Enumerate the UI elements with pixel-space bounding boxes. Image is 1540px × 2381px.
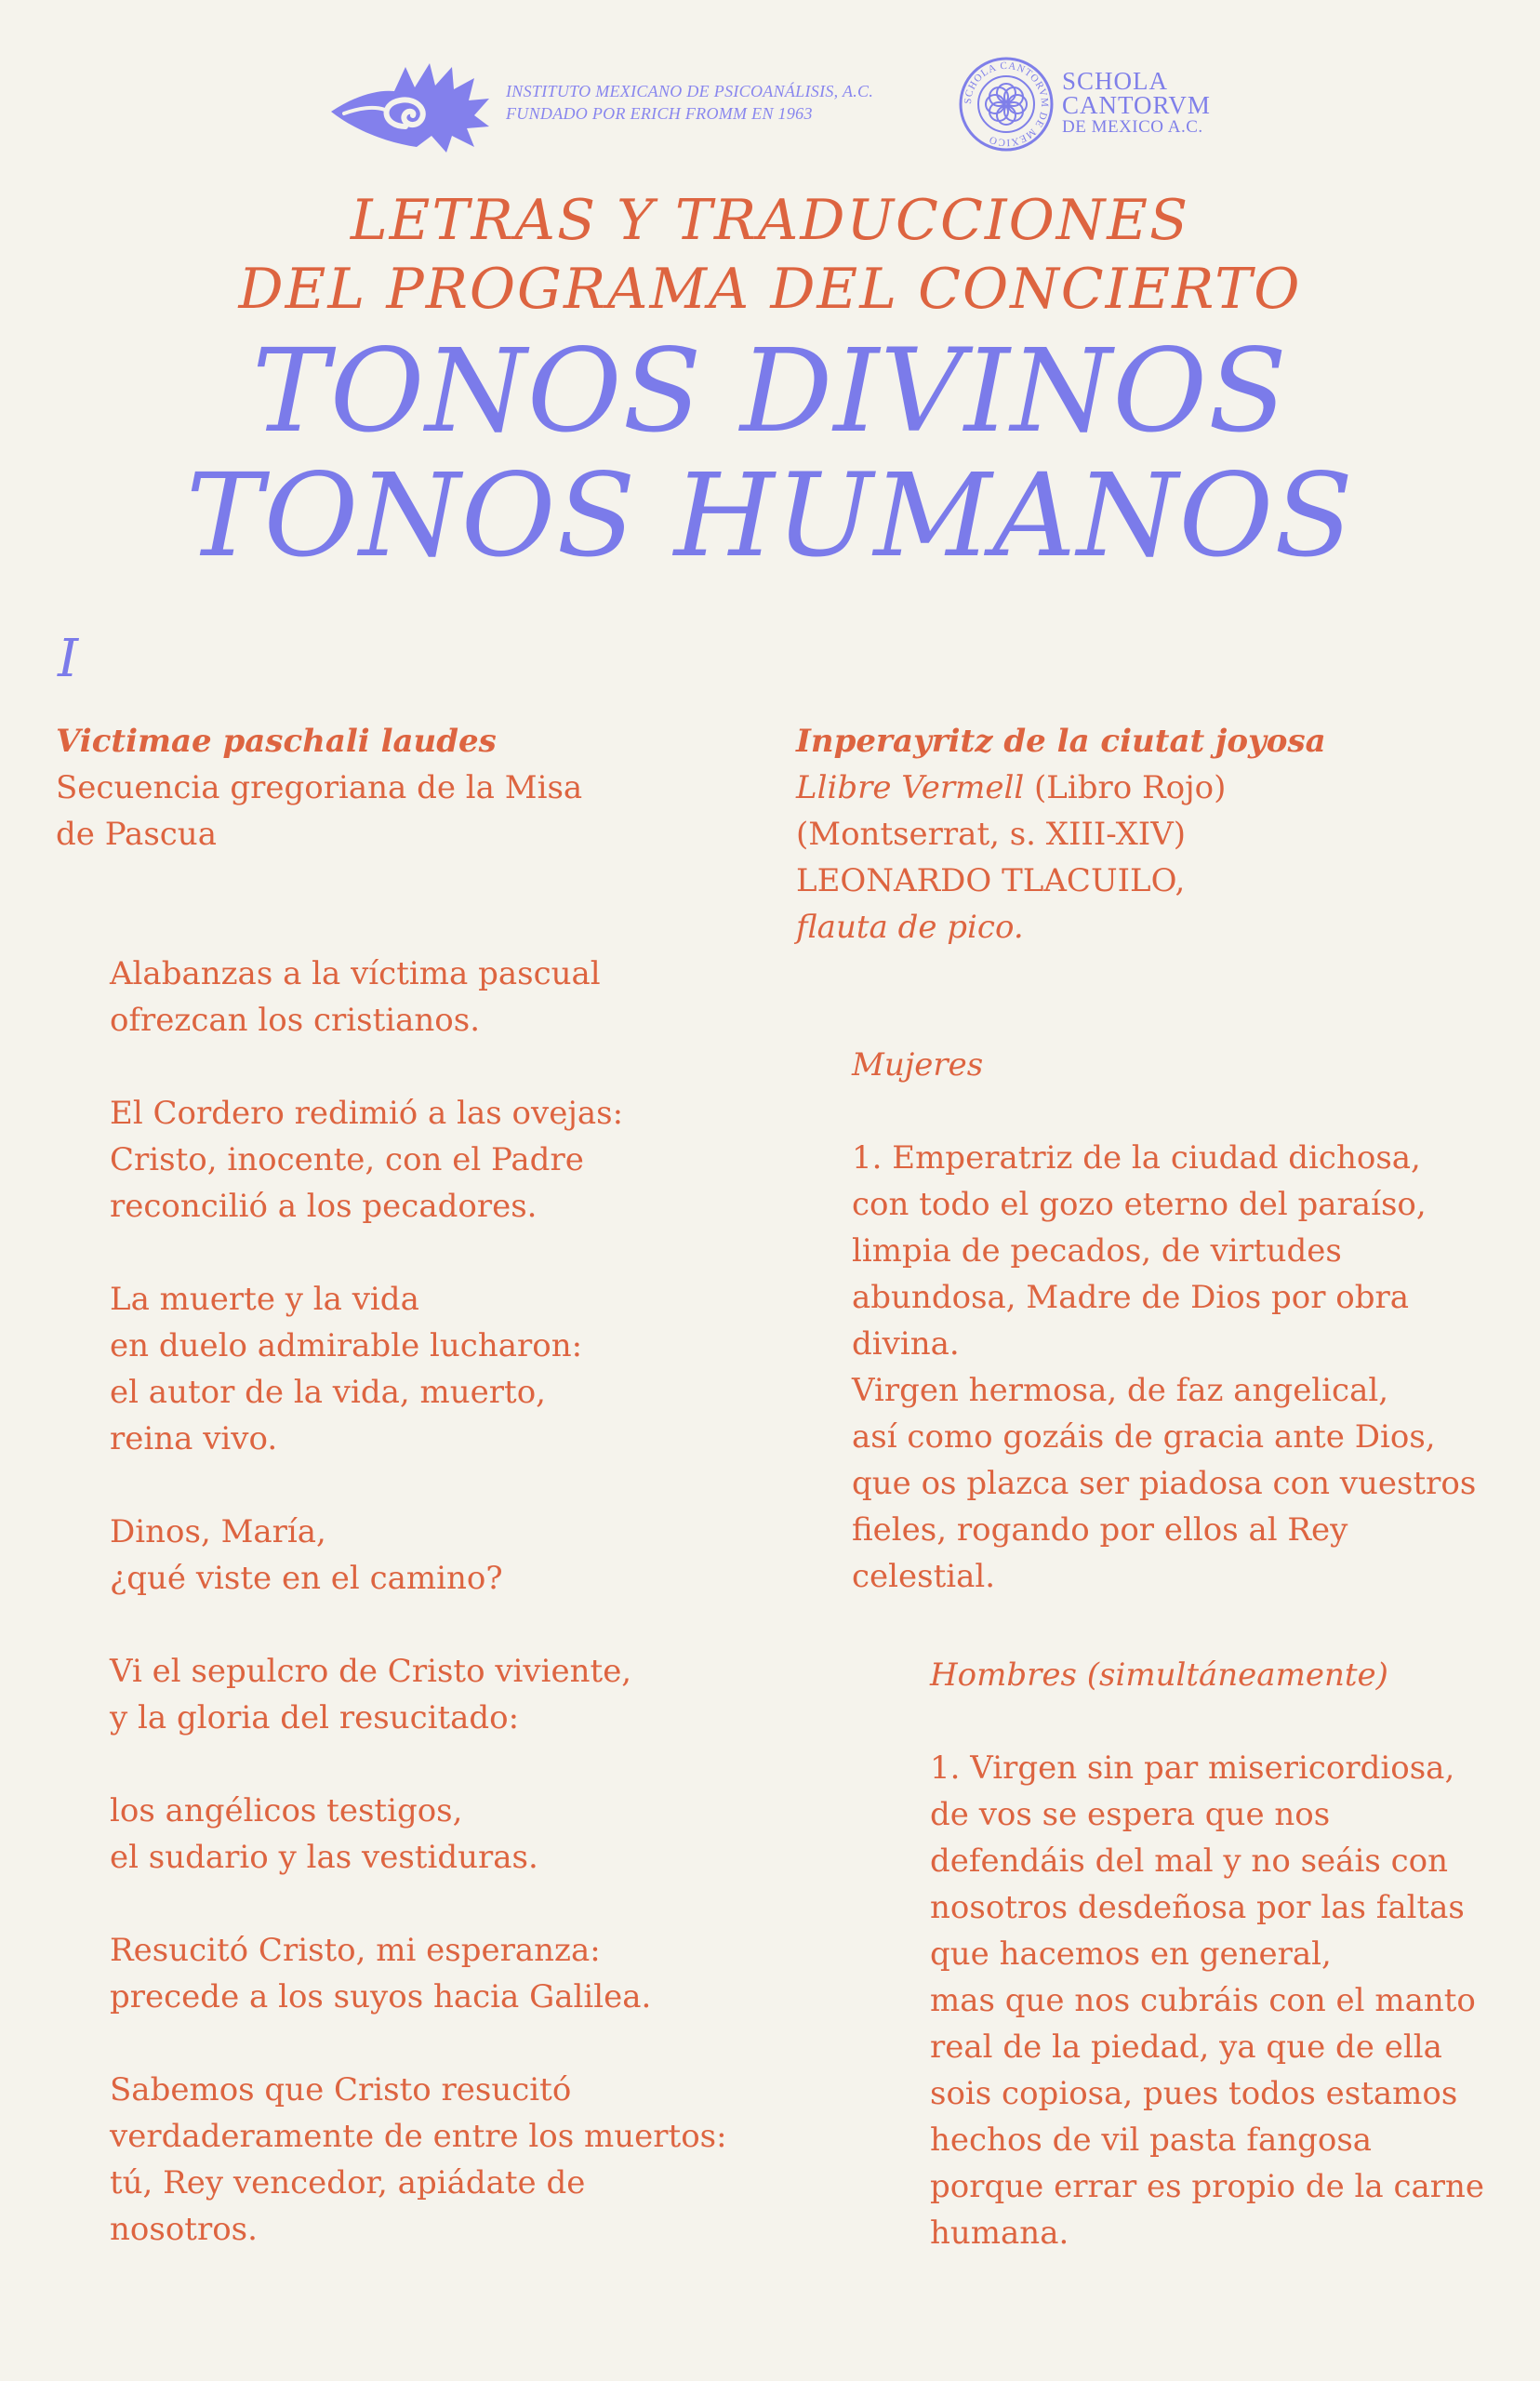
lyric-line: El Cordero redimió a las ovejas: [110,1095,624,1132]
schola-line1: SCHOLA [1062,67,1169,95]
song-place: (Montserrat, s. XIII-XIV) [796,816,1187,853]
stanza [110,1788,761,1881]
title-block [0,186,1540,583]
institute-logo [325,58,493,158]
right-column [796,718,1503,2252]
lyric-line: reconcilió a los pecadores. [110,1188,538,1225]
lyric-line: Dinos, María, [110,1513,326,1550]
lyric-line: Alabanzas a la víctima pascual [110,955,601,992]
men-label: Hombres (simultáneamente) [930,1656,1388,1694]
song-title-right: Inperayritz de la ciutat joyosa [796,723,1326,760]
men-section [930,1652,1525,2256]
women-lyrics [852,1135,1521,1600]
lyric-line: con todo el gozo eterno del paraíso, [852,1186,1427,1223]
institute-name: INSTITUTO MEXICANO DE PSICOANÁLISIS, A.C. [506,82,874,100]
lyric-line: ¿qué viste en el camino? [110,1560,503,1597]
lyric-line: de vos se espera que nos [930,1796,1331,1833]
lyric-line: los angélicos testigos, [110,1792,463,1829]
song-title-left: Victimae paschali laudes [56,723,497,760]
stanza [110,2067,761,2253]
stanza [110,1509,761,1602]
title-line1: LETRAS Y TRADUCCIONES [350,188,1190,253]
lyric-line: que hacemos en general, [930,1935,1332,1973]
schola-seal-icon [958,56,1055,153]
lyric-line: el sudario y las vestiduras. [110,1839,538,1876]
lyric-line: 1. Virgen sin par misericordiosa, [930,1749,1455,1787]
lyric-line: nosotros desdeñosa por las faltas [930,1889,1465,1926]
schola-logo [958,56,1055,156]
lyric-line: en duelo admirable lucharon: [110,1327,583,1364]
left-column [56,718,744,2248]
lyric-line: reina vivo. [110,1420,278,1457]
lyric-line: divina. [852,1325,960,1363]
lyric-line: hechos de vil pasta fangosa [930,2122,1373,2159]
lyric-line: humana. [930,2215,1069,2252]
song-subtitle-line2: de Pascua [56,816,217,853]
schola-line2: CANTORVM [1062,91,1211,119]
spiral-wave-logo-icon [325,58,493,154]
lyric-line: Resucitó Cristo, mi esperanza: [110,1932,601,1969]
lyric-line: Sabemos que Cristo resucitó [110,2071,572,2108]
main-title-1: TONOS DIVINOS [252,325,1288,459]
stanza [110,1927,761,2020]
source-translation: (Libro Rojo) [1024,769,1227,806]
header [0,54,1540,156]
men-lyrics [930,1745,1525,2256]
lyric-line: fieles, rogando por ellos al Rey [852,1511,1348,1549]
institute-text [506,80,873,125]
instrument: flauta de pico. [796,909,1024,946]
lyric-line: Virgen hermosa, de faz angelical, [852,1372,1389,1409]
lyric-line: real de la piedad, ya que de ella [930,2029,1442,2066]
stanza [110,1648,761,1741]
lyric-line: porque errar es propio de la carne [930,2168,1485,2205]
main-title-2: TONOS HUMANOS [185,449,1355,583]
lyric-line: así como gozáis de gracia ante Dios, [852,1418,1436,1456]
lyric-line: y la gloria del resucitado: [110,1699,520,1736]
lyric-line: Vi el sepulcro de Cristo viviente, [110,1653,632,1690]
performer: LEONARDO TLACUILO, [796,862,1186,899]
lyric-line: verdaderamente de entre los muertos: [110,2118,727,2155]
schola-line3: DE MEXICO A.C. [1062,117,1203,137]
schola-text [1062,69,1211,138]
institute-founded: FUNDADO POR ERICH FROMM EN 1963 [506,104,813,123]
lyric-line: abundosa, Madre de Dios por obra [852,1279,1410,1316]
lyric-line: La muerte y la vida [110,1281,419,1318]
section-number: I [58,629,79,689]
stanza [110,1090,761,1230]
svg-text:SCHOLA CANTORVM DE MEXICO: SCHOLA CANTORVM DE MEXICO [962,60,1051,149]
stanza [110,951,761,1044]
lyric-line: 1. Emperatriz de la ciudad dichosa, [852,1139,1421,1177]
lyric-line: limpia de pecados, de virtudes [852,1232,1342,1270]
lyric-line: precede a los suyos hacia Galilea. [110,1978,652,2015]
lyric-line: nosotros. [110,2211,258,2248]
women-label: Mujeres [852,1046,984,1084]
women-section [852,1042,1521,1600]
lyric-line: defendáis del mal y no seáis con [930,1842,1448,1880]
stanza [110,1276,761,1462]
lyric-line: ofrezcan los cristianos. [110,1002,481,1039]
title-line2: DEL PROGRAMA DEL CONCIERTO [238,257,1302,322]
lyric-line: sois copiosa, pues todos estamos [930,2075,1458,2112]
lyric-line: el autor de la vida, muerto, [110,1374,546,1411]
lyric-line: celestial. [852,1558,996,1595]
lyric-line: mas que nos cubráis con el manto [930,1982,1476,2019]
left-lyrics [110,951,761,2253]
lyric-line: que os plazca ser piadosa con vuestros [852,1465,1477,1502]
source-book: Llibre Vermell [796,769,1025,806]
song-source [796,765,1503,811]
song-subtitle-line1: Secuencia gregoriana de la Misa [56,769,583,806]
lyric-line: tú, Rey vencedor, apiádate de [110,2164,586,2201]
lyric-line: Cristo, inocente, con el Padre [110,1141,584,1178]
